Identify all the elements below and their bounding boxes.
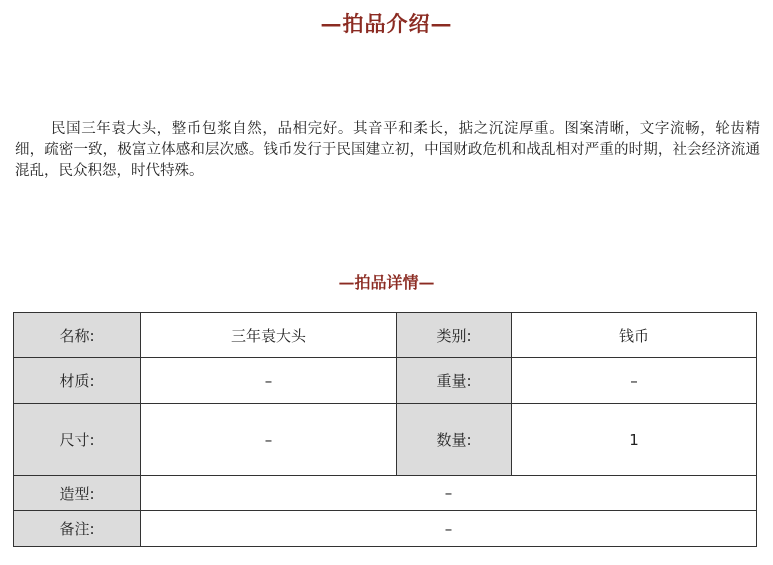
weight-value: –	[512, 358, 757, 404]
material-label: 材质:	[14, 358, 141, 404]
table-row	[14, 404, 757, 476]
shape-value: –	[141, 476, 757, 511]
quantity-value: 1	[512, 404, 757, 476]
remark-label: 备注:	[14, 511, 141, 547]
name-value: 三年袁大头	[141, 313, 397, 358]
name-label: 名称:	[14, 313, 141, 358]
size-value: –	[141, 404, 397, 476]
table-row	[14, 313, 757, 358]
lot-details-table	[13, 312, 757, 547]
size-label: 尺寸:	[14, 404, 141, 476]
table-row	[14, 511, 757, 547]
lot-details-title: —拍品详情—	[338, 273, 435, 292]
shape-label: 造型:	[14, 476, 141, 511]
weight-label: 重量:	[397, 358, 512, 404]
quantity-label: 数量:	[397, 404, 512, 476]
remark-value: –	[141, 511, 757, 547]
table-row	[14, 358, 757, 404]
material-value: –	[141, 358, 397, 404]
lot-introduction-title: —拍品介绍—	[320, 11, 453, 36]
lot-introduction-text: 民国三年袁大头，整币包浆自然，品相完好。其音平和柔长，掂之沉淀厚重。图案清晰，文字流畅，轮齿精细，疏密一致，极富立体感和层次感。钱币发行于民国建立初，中国财政危机和战乱相对严重的时期，社会经济流通混乱，民众积怨，时代特殊。	[15, 121, 760, 179]
category-label: 类别:	[397, 313, 512, 358]
table-row	[14, 476, 757, 511]
category-value: 钱币	[512, 313, 757, 358]
